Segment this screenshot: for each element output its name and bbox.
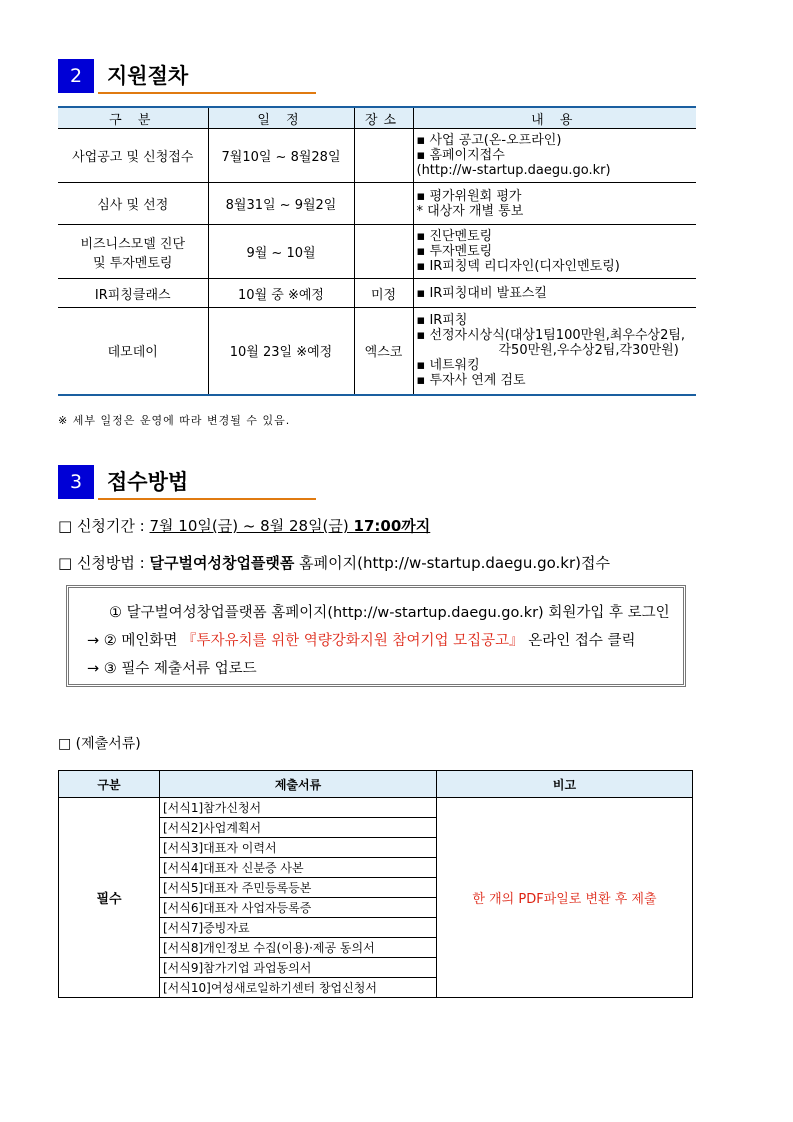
document-item: [서식9]참가기업 과업동의서 — [160, 958, 437, 978]
documents-table — [58, 770, 693, 998]
content-item: ▪ 투자사 연계 검토 — [416, 373, 526, 389]
table-row — [58, 308, 696, 395]
document-item: [서식2]사업계획서 — [160, 818, 437, 838]
content-item: * 대상자 개별 통보 — [416, 203, 524, 219]
header-category: 구분 — [59, 771, 160, 798]
apply-method — [58, 552, 610, 573]
apply-period — [58, 515, 430, 536]
document-item: [서식4]대표자 신분증 사본 — [160, 858, 437, 878]
section-underline — [98, 92, 316, 94]
content-item: 각50만원,우수상2팀,각30만원) — [498, 343, 679, 359]
method-platform: 달구벌여성창업플랫폼 — [149, 554, 295, 572]
category-line: 및 투자멘토링 — [93, 255, 173, 271]
row-contents — [413, 183, 696, 225]
row-category — [58, 225, 208, 279]
row-date: 7월10일 ~ 8월28일 — [208, 129, 354, 183]
header-place: 장소 — [354, 107, 413, 129]
row-contents — [413, 129, 696, 183]
step-2-suffix: 온라인 접수 클릭 — [523, 633, 636, 649]
row-contents — [413, 225, 696, 279]
row-place — [354, 225, 413, 279]
table-row — [59, 798, 693, 818]
row-contents — [413, 308, 696, 395]
period-time: 17:00까지 — [353, 517, 431, 535]
header-category: 구 분 — [58, 107, 208, 129]
step-3: → ③ 필수 제출서류 업로드 — [87, 661, 257, 677]
documents-heading: □ (제출서류) — [58, 736, 141, 752]
row-contents — [413, 279, 696, 308]
content-item: ▪ 진단멘토링 — [416, 229, 493, 244]
method-label: □ 신청방법 : — [58, 554, 150, 572]
table-row — [58, 225, 696, 279]
schedule-table — [58, 106, 696, 396]
table-row — [58, 129, 696, 183]
content-item: ▪ 선정자시상식(대상1팀100만원,최우수상2팀, — [416, 328, 686, 344]
row-date: 10월 23일 ※예정 — [208, 308, 354, 395]
header-remark: 비고 — [437, 771, 693, 798]
row-date: 10월 중 ※예정 — [208, 279, 354, 308]
document-item: [서식3]대표자 이력서 — [160, 838, 437, 858]
content-item: ▪ IR피칭대비 발표스킬 — [416, 285, 547, 301]
document-item: [서식7]증빙자료 — [160, 918, 437, 938]
header-date: 일 정 — [208, 107, 354, 129]
step-1: ① 달구벌여성창업플랫폼 홈페이지(http://w-startup.daegu.go.kr) 회원가입 후 로그인 — [109, 605, 670, 621]
row-date: 8월31일 ~ 9월2일 — [208, 183, 354, 225]
table-header-row — [59, 771, 693, 798]
row-place: 엑스코 — [354, 308, 413, 395]
document-remark: 한 개의 PDF파일로 변환 후 제출 — [437, 798, 693, 998]
period-value: 7월 10일(금) ~ 8월 28일(금) — [149, 517, 354, 535]
section-title: 지원절차 — [107, 64, 189, 88]
content-item: ▪ 투자멘토링 — [416, 244, 493, 259]
table-row — [58, 279, 696, 308]
row-place — [354, 129, 413, 183]
content-item: ▪ IR피칭 — [416, 313, 468, 329]
period-label: □ 신청기간 : — [58, 517, 150, 535]
document-item: [서식5]대표자 주민등록등본 — [160, 878, 437, 898]
apply-steps-box — [66, 585, 686, 687]
document-item: [서식1]참가신청서 — [160, 798, 437, 818]
header-documents: 제출서류 — [160, 771, 437, 798]
row-place — [354, 183, 413, 225]
category-line: 비즈니스모델 진단 — [80, 236, 186, 252]
content-item: ▪ 홈페이지접수 — [416, 148, 505, 163]
content-item: ▪ 사업 공고(온-오프라인) — [416, 133, 562, 148]
section-number: 3 — [58, 465, 94, 499]
section-title: 접수방법 — [107, 470, 189, 494]
document-item: [서식8]개인정보 수집(이용)·제공 동의서 — [160, 938, 437, 958]
row-category: IR피칭클래스 — [58, 279, 208, 308]
content-item: ▪ IR피칭덱 리디자인(디자인멘토링) — [416, 259, 620, 274]
step-2 — [87, 629, 636, 650]
row-category: 심사 및 선정 — [58, 183, 208, 225]
header-contents: 내 용 — [413, 107, 696, 129]
step-2-notice: 『투자유치를 위한 역량강화지원 참여기업 모집공고』 — [182, 633, 524, 649]
row-date: 9월 ~ 10월 — [208, 225, 354, 279]
step-2-prefix: → ② 메인화면 — [87, 633, 183, 649]
schedule-note: ※ 세부 일정은 운영에 따라 변경될 수 있음. — [58, 414, 291, 427]
document-category: 필수 — [59, 798, 160, 998]
method-rest: 홈페이지(http://w-startup.daegu.go.kr)접수 — [294, 554, 610, 572]
section-underline — [98, 498, 316, 500]
document-item: [서식10]여성새로일하기센터 창업신청서 — [160, 978, 437, 998]
table-row — [58, 183, 696, 225]
content-item: (http://w-startup.daegu.go.kr) — [416, 163, 611, 178]
section-number: 2 — [58, 59, 94, 93]
row-category: 데모데이 — [58, 308, 208, 395]
content-item: ▪ 평가위원회 평가 — [416, 188, 522, 204]
row-place: 미정 — [354, 279, 413, 308]
row-category: 사업공고 및 신청접수 — [58, 129, 208, 183]
document-item: [서식6]대표자 사업자등록증 — [160, 898, 437, 918]
content-item: ▪ 네트워킹 — [416, 358, 480, 374]
table-header-row — [58, 107, 696, 129]
